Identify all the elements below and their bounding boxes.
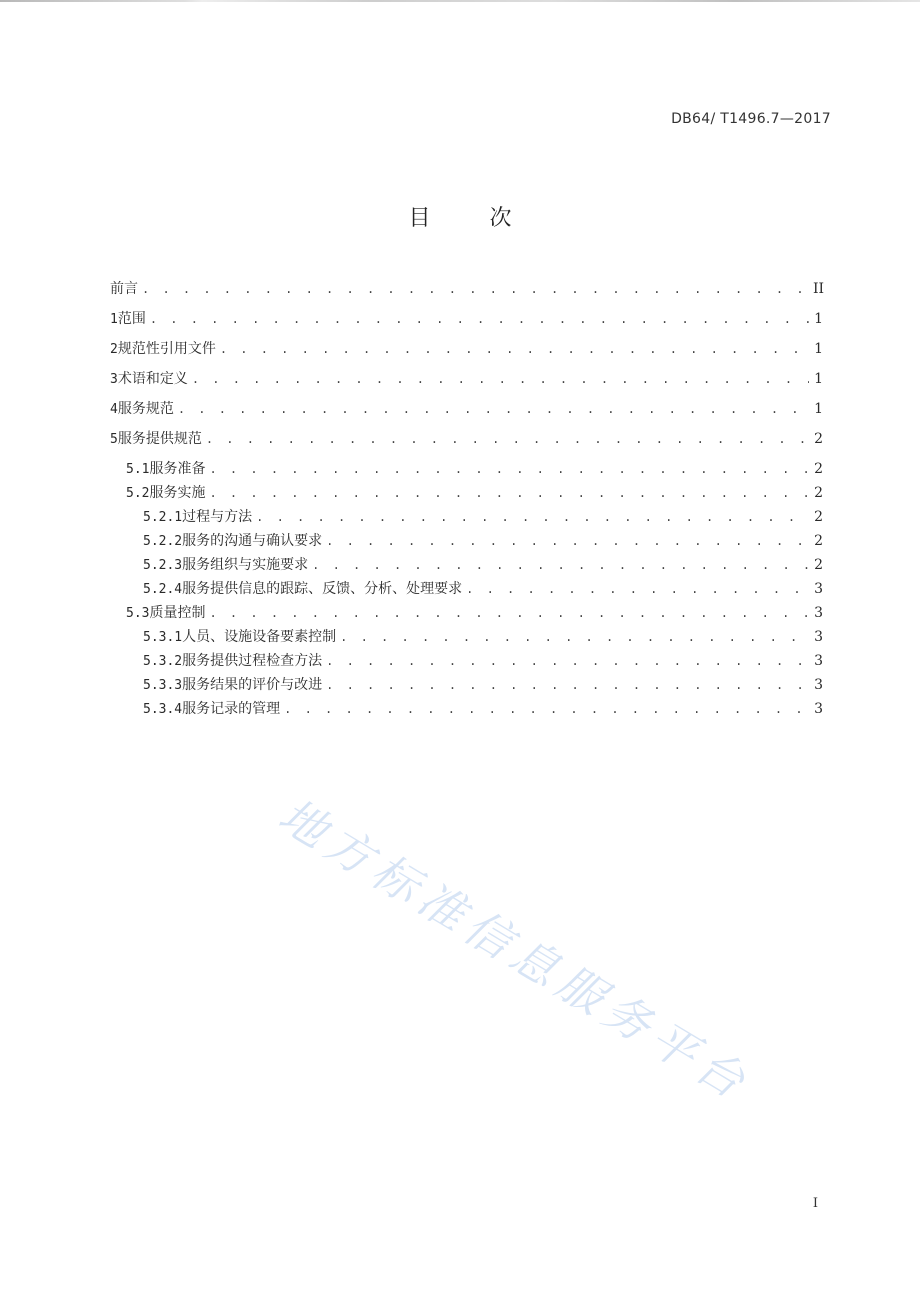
document-code: DB64/ T1496.7—2017 — [671, 111, 831, 127]
toc-entry-page: 3 — [814, 701, 823, 717]
toc-entry-title: 服务提供规范 — [117, 431, 202, 447]
toc-entry-4[interactable] — [110, 398, 823, 420]
toc-dot-leader — [256, 506, 809, 528]
toc-entry-5-1[interactable] — [126, 458, 823, 480]
toc-dot-leader — [178, 398, 809, 420]
toc-dot-leader — [326, 530, 809, 552]
toc-entry-page: 2 — [814, 461, 823, 477]
watermark-text: 地方标准信息服务平台 — [269, 787, 761, 1113]
toc-entry-page: 1 — [814, 311, 823, 327]
toc-entry-5-2[interactable] — [126, 482, 823, 504]
toc-entry-title: 术语和定义 — [117, 371, 188, 387]
toc-entry-number: 5 — [110, 432, 118, 447]
toc-entry-number: 5.3.1 — [143, 630, 183, 645]
toc-entry-title: 人员、设施设备要素控制 — [182, 629, 337, 645]
toc-entry-5-2-1[interactable] — [143, 506, 823, 528]
toc-entry-5-3-1[interactable] — [143, 626, 823, 648]
toc-dot-leader — [206, 428, 809, 450]
toc-entry-number: 5.2.2 — [143, 534, 183, 549]
toc-entry-number: 5.2.4 — [143, 582, 183, 597]
toc-entry-title: 服务结果的评价与改进 — [182, 677, 323, 693]
toc-entry-number: 5.1 — [126, 462, 150, 477]
toc-dot-leader — [192, 368, 809, 390]
toc-entry-5-2-2[interactable] — [143, 530, 823, 552]
toc-entry-title: 服务的沟通与确认要求 — [182, 533, 323, 549]
toc-entry-page: 2 — [814, 509, 823, 525]
toc-entry-page: 3 — [814, 581, 823, 597]
toc-entry-title: 服务组织与实施要求 — [182, 557, 309, 573]
toc-entry-title: 服务实施 — [149, 485, 206, 501]
toc-entry-page: 3 — [814, 605, 823, 621]
toc-entry-5-3-4[interactable] — [143, 698, 823, 720]
toc-entry-page: 3 — [814, 629, 823, 645]
toc-entry-title: 服务提供信息的跟踪、反馈、分析、处理要求 — [182, 581, 463, 597]
toc-dot-leader — [284, 698, 809, 720]
toc-dot-leader — [312, 554, 809, 576]
page-number: I — [812, 1196, 818, 1211]
toc-entry-5-3-2[interactable] — [143, 650, 823, 672]
toc-entry-foreword[interactable] — [110, 278, 823, 300]
toc-entry-title: 前言 — [110, 281, 138, 297]
toc-entry-1[interactable] — [110, 308, 823, 330]
toc-entry-number: 2 — [110, 342, 118, 357]
toc-entry-5-3-3[interactable] — [143, 674, 823, 696]
toc-entry-title: 服务规范 — [117, 401, 174, 417]
toc-entry-title: 质量控制 — [149, 605, 206, 621]
toc-entry-page: 2 — [814, 431, 823, 447]
toc-dot-leader — [326, 650, 809, 672]
toc-entry-number: 1 — [110, 312, 118, 327]
toc-entry-2[interactable] — [110, 338, 823, 360]
toc-dot-leader — [142, 278, 809, 300]
toc-entry-number: 3 — [110, 372, 118, 387]
toc-dot-leader — [340, 626, 809, 648]
toc-dot-leader — [150, 308, 809, 330]
toc-dot-leader — [209, 482, 809, 504]
toc-entry-page: 1 — [814, 371, 823, 387]
toc-entry-title: 服务记录的管理 — [182, 701, 281, 717]
toc-entry-number: 4 — [110, 402, 118, 417]
toc-dot-leader — [220, 338, 809, 360]
toc-entry-page: 1 — [814, 401, 823, 417]
toc-entry-page: 2 — [814, 557, 823, 573]
toc-entry-number: 5.3.2 — [143, 654, 183, 669]
toc-dot-leader — [209, 602, 809, 624]
toc-entry-5-3[interactable] — [126, 602, 823, 624]
toc-entry-5[interactable] — [110, 428, 823, 450]
toc-entry-title: 过程与方法 — [182, 509, 253, 525]
toc-entry-3[interactable] — [110, 368, 823, 390]
page-title: 目 次 — [408, 206, 538, 231]
toc-entry-5-2-3[interactable] — [143, 554, 823, 576]
scan-top-edge — [0, 0, 920, 2]
toc-entry-page: II — [813, 281, 825, 297]
toc-dot-leader — [466, 578, 809, 600]
toc-entry-number: 5.3.4 — [143, 702, 183, 717]
toc-entry-number: 5.3 — [126, 606, 150, 621]
toc-dot-leader — [209, 458, 809, 480]
toc-entry-number: 5.2 — [126, 486, 150, 501]
toc-entry-title: 范围 — [117, 311, 146, 327]
toc-entry-page: 3 — [814, 677, 823, 693]
toc-entry-page: 2 — [814, 533, 823, 549]
toc-entry-number: 5.2.1 — [143, 510, 183, 525]
toc-entry-title: 服务准备 — [149, 461, 206, 477]
toc-dot-leader — [326, 674, 809, 696]
toc-entry-page: 2 — [814, 485, 823, 501]
toc-entry-number: 5.2.3 — [143, 558, 183, 573]
toc-entry-page: 3 — [814, 653, 823, 669]
toc-entry-5-2-4[interactable] — [143, 578, 823, 600]
toc-entry-title: 服务提供过程检查方法 — [182, 653, 323, 669]
toc-entry-number: 5.3.3 — [143, 678, 183, 693]
toc-entry-title: 规范性引用文件 — [117, 341, 216, 357]
toc-entry-page: 1 — [814, 341, 823, 357]
